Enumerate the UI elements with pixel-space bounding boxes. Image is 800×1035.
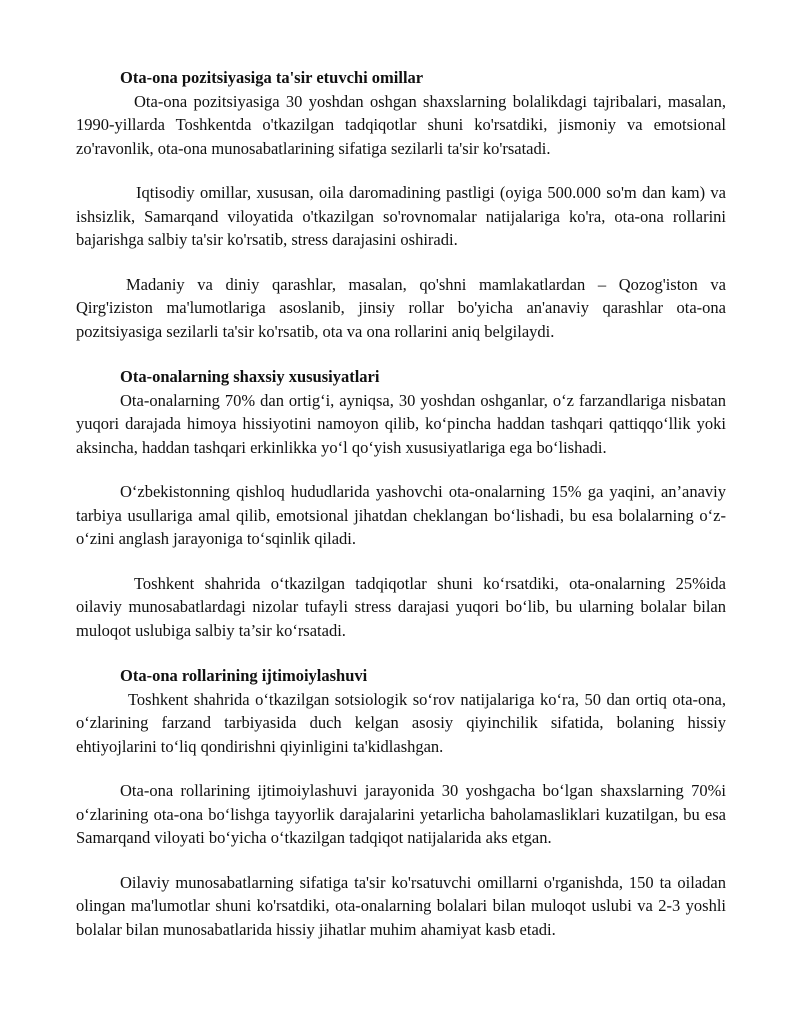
paragraph: Toshkent shahrida o‘tkazilgan sotsiologik so‘rov natijalariga ko‘ra, 50 dan ortiq ota-ona, o‘zlarining farzand tarbiyasida duch kelgan asosiy qiyinchilik sifatida, bolaning hissiy ehtiyojlarini to‘liq qondirishni qiyinligini ta'kidlashgan. xyxy=(76,689,726,756)
paragraph: Ota-ona rollarining ijtimoiylashuvi jarayonida 30 yoshgacha bo‘lgan shaxslarning 70%i o‘zlarining ota-ona bo‘lishga tayyorlik darajalarini yetarlicha baholamasliklari kuzatilgan, bu esa Samarqand viloyati bo‘yicha o‘tkazilgan tadqiqot natijalarida aks etgan. xyxy=(76,781,726,847)
paragraph: Ota-onalarning 70% dan ortig‘i, ayniqsa, 30 yoshdan oshganlar, o‘z farzandlariga nisbatan yuqori darajada himoya hissiyotini namoyon qilib, ko‘pincha haddan tashqari qattiqqo‘llik yoki aksincha, haddan tashqari erkinlikka yo‘l qo‘yish xususiyatlariga ega bo‘lishadi. xyxy=(76,390,726,457)
paragraph: Iqtisodiy omillar, xususan, oila daromadining pastligi (oyiga 500.000 so'm dan kam) va ishsizlik, Samarqand viloyatida o'tkazilgan so'rovnomalar natijalariga ko'ra, ota-ona rollarini bajarishga salbiy ta'sir ko'rsatib, stress darajasini oshiradi. xyxy=(76,183,726,249)
paragraph: Oilaviy munosabatlarning sifatiga ta'sir ko'rsatuvchi omillarni o'rganishda, 150 ta oiladan olingan ma'lumotlar shuni ko'rsatdiki, ota-onalarning bolalari bilan muloqot uslubi va 2-3 yoshli bolalar bilan munosabatlarida hissiy jihatlar muhim ahamiyat kasb etadi. xyxy=(76,872,726,939)
paragraph: Ota-ona pozitsiyasiga 30 yoshdan oshgan shaxslarning bolalikdagi tajribalari, masalan, 1990-yillarda Toshkentda o'tkazilgan tadqiqotlar shuni ko'rsatdiki, jismoniy va emotsional zo'ravonlik, ota-ona munosabatlarining sifatiga sezilarli ta'sir ko'rsatadi. xyxy=(76,91,726,158)
paragraph: Madaniy va diniy qarashlar, masalan, qo'shni mamlakatlardan – Qozog'iston va Qirg'iziston ma'lumotlariga asoslanib, jinsiy rollar bo'yicha an'anaviy qarashlar ota-ona pozitsiyasiga sezilarli ta'sir ko'rsatib, ota va ona rollarini aniq belgilaydi. xyxy=(76,274,726,341)
section-heading-shaxsiy-xususiyatlar: Ota-onalarning shaxsiy xususiyatlari xyxy=(120,367,380,386)
document-page xyxy=(76,66,726,941)
section-heading-omillar: Ota-ona pozitsiyasiga ta'sir etuvchi omillar xyxy=(120,68,424,87)
paragraph: Toshkent shahrida o‘tkazilgan tadqiqotlar shuni ko‘rsatdiki, ota-onalarning 25%ida oilaviy munosabatlardagi nizolar tufayli stress darajasi yuqori bo‘lib, bu ularning bolalar bilan muloqot uslubiga salbiy ta’sir ko‘rsatadi. xyxy=(76,573,726,640)
paragraph: O‘zbekistonning qishloq hududlarida yashovchi ota-onalarning 15% ga yaqini, an’anaviy tarbiya usullariga amal qilib, emotsional jihatdan cheklangan bo‘lishadi, bu esa bolalarning o‘z-o‘zini anglash jarayoniga to‘sqinlik qiladi. xyxy=(76,482,726,548)
section-heading-ijtimoiylashuv: Ota-ona rollarining ijtimoiylashuvi xyxy=(120,666,368,685)
